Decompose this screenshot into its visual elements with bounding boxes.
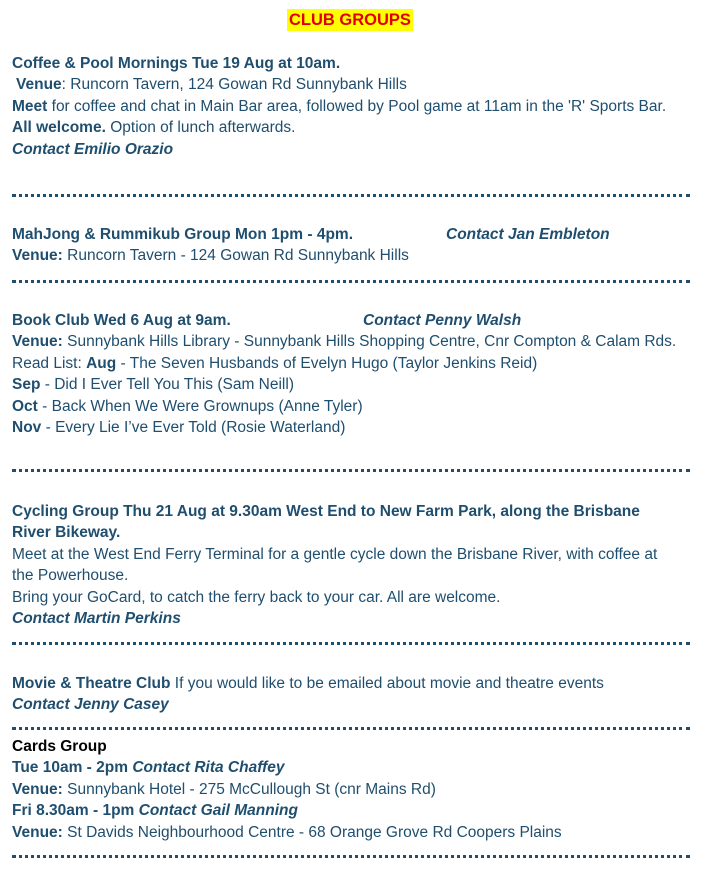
read-title: - The Seven Husbands of Evelyn Hugo (Taylor Jenkins Reid) [116,354,538,372]
dotted-divider [12,642,690,648]
meet-text: for coffee and chat in Main Bar area, followed by Pool game at 11am in the 'R' Sports Bar. [47,97,667,115]
mahjong-venue [12,245,696,266]
venue-text: Sunnybank Hills Library - Sunnybank Hills Shopping Centre, Cnr Compton & Calam Rds. [62,333,677,351]
cards-venue-1 [12,779,696,800]
movie-text: If you would like to be emailed about movie and theatre events [170,675,604,692]
dotted-divider [12,280,690,286]
cards-fri [12,800,696,821]
venue-label: Venue: [12,333,63,351]
read-title: - Every Lie I’ve Ever Told (Rosie Waterland) [41,419,346,437]
book-venue [12,331,696,352]
read-month: Aug [86,354,117,372]
venue-text: Runcorn Tavern - 124 Gowan Rd Sunnybank Hills [62,247,409,265]
tue-contact: Contact Rita Chaffey [132,759,285,777]
venue-text: Sunnybank Hotel - 275 McCullough St (cnr Mains Rd) [62,780,436,798]
cycling-meet: Meet at the West End Ferry Terminal for a gentle cycle down the Brisbane River, with coffee at the Powerhouse. [12,545,658,585]
movie-contact: Contact Jenny Casey [12,696,169,714]
dotted-divider [12,855,690,861]
welcome-label: All welcome. [12,119,106,137]
read-month: Sep [12,376,41,394]
read-list-aug [12,353,696,374]
fri-contact: Contact Gail Manning [138,802,298,820]
read-list-sep [12,374,696,395]
read-list-oct [12,396,696,417]
venue-label: Venue [16,76,62,94]
coffee-contact: Contact Emilio Orazio [12,140,174,158]
fri-time: Fri 8.30am - 1pm [12,802,135,820]
book-contact: Contact Penny Walsh [363,312,522,329]
cards-heading: Cards Group [12,738,107,755]
read-month: Oct [12,397,38,415]
cycling-heading: Cycling Group Thu 21 Aug at 9.30am West End to New Farm Park, along the Brisbane River Bikeway. [12,503,640,542]
coffee-pool-section [12,53,696,160]
coffee-welcome [12,117,696,138]
mahjong-section [12,224,696,267]
coffee-venue [16,74,696,95]
cards-tue [12,757,696,778]
cards-venue-2 [12,822,696,843]
cards-section [12,736,696,843]
cycling-gocard: Bring your GoCard, to catch the ferry back to your car. All are welcome. [12,588,501,606]
venue-label: Venue: [12,780,63,798]
dotted-divider [12,469,690,475]
venue-text: : Runcorn Tavern, 124 Gowan Rd Sunnybank Hills [61,76,407,94]
mahjong-contact: Contact Jan Embleton [446,226,610,243]
book-club-section [12,310,696,438]
meet-label: Meet [12,97,48,115]
dotted-divider [12,727,690,733]
read-month: Nov [12,419,42,437]
cycling-contact: Contact Martin Perkins [12,610,181,628]
page-title: CLUB GROUPS [289,11,411,29]
read-list-nov [12,417,696,438]
movie-line [12,673,696,694]
book-heading-row [12,310,696,331]
movie-theatre-section [12,673,696,716]
book-heading: Book Club Wed 6 Aug at 9am. [12,312,231,329]
cycling-section [12,501,696,629]
mahjong-heading-row [12,224,696,245]
read-title: - Did I Ever Tell You This (Sam Neill) [40,376,294,394]
coffee-heading: Coffee & Pool Mornings Tue 19 Aug at 10am. [12,55,341,72]
movie-heading: Movie & Theatre Club [12,675,171,692]
venue-label: Venue: [12,823,63,841]
read-list-prefix: Read List: [12,354,87,372]
venue-label: Venue: [12,247,63,265]
welcome-text: Option of lunch afterwards. [105,119,296,137]
dotted-divider [12,194,690,200]
tue-time: Tue 10am - 2pm [12,759,129,777]
mahjong-heading: MahJong & Rummikub Group Mon 1pm - 4pm. [12,226,353,243]
coffee-meet [12,96,696,117]
venue-text: St Davids Neighbourhood Centre - 68 Orange Grove Rd Coopers Plains [62,823,562,841]
read-title: - Back When We Were Grownups (Anne Tyler) [37,397,363,415]
